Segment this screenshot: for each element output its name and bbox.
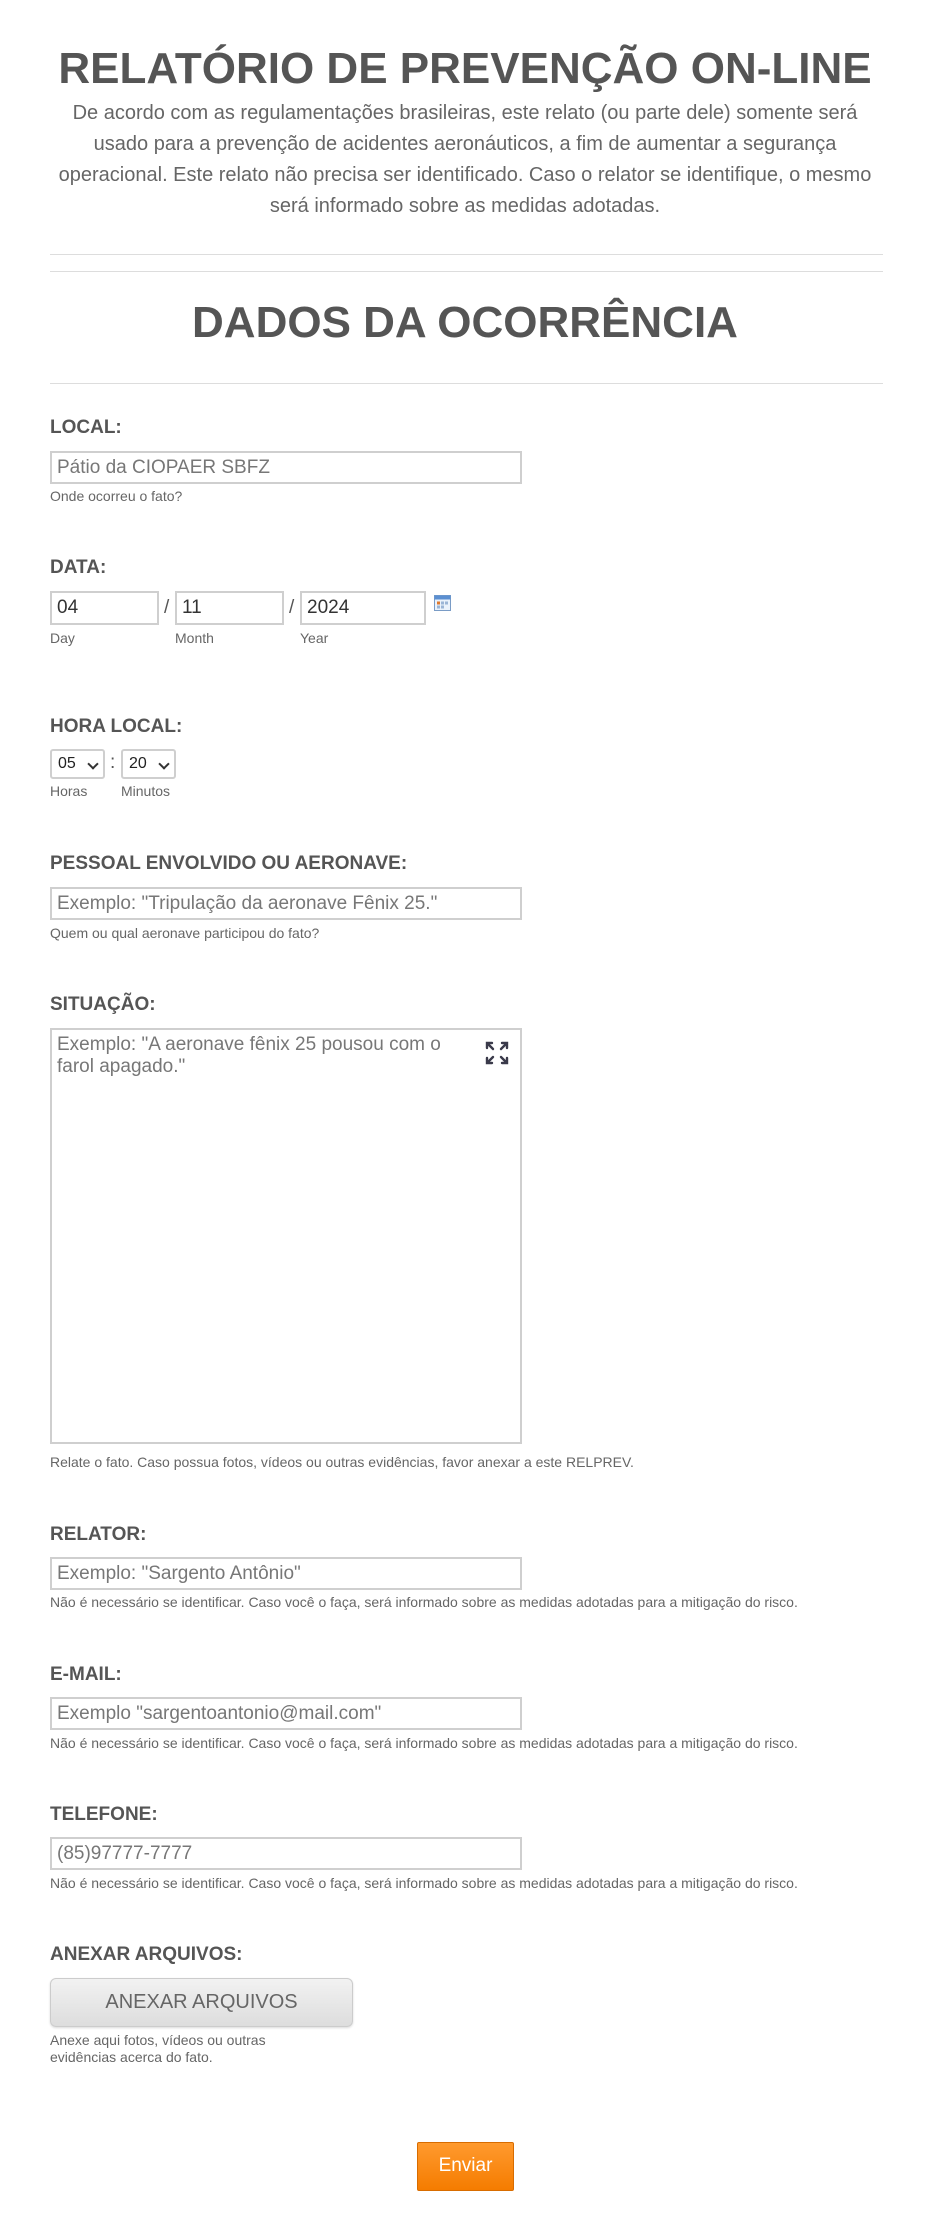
month-label: Month: [175, 630, 214, 646]
divider: [50, 271, 883, 272]
minutes-select[interactable]: [121, 749, 176, 779]
pessoal-input[interactable]: Exemplo: "Tripulação da aeronave Fênix 25.": [50, 887, 522, 920]
email-label: E-MAIL:: [50, 1664, 122, 1685]
hours-label: Horas: [50, 783, 88, 799]
date-separator: /: [164, 597, 170, 618]
date-separator: /: [289, 597, 295, 618]
chevron-down-icon: [87, 758, 98, 769]
day-input[interactable]: 04: [50, 591, 159, 625]
time-separator: :: [110, 752, 116, 773]
hours-select[interactable]: [50, 749, 105, 779]
calendar-icon[interactable]: [434, 594, 451, 616]
expand-icon[interactable]: [485, 1041, 509, 1070]
minutes-label: Minutos: [121, 783, 171, 799]
local-hint: Onde ocorreu o fato?: [50, 488, 183, 504]
hora-label: HORA LOCAL:: [50, 716, 183, 737]
page-subtitle: De acordo com as regulamentações brasileiras, este relato (ou parte dele) somente será usado para a prevenção de acidentes aeronáuticos, a fim de aumentar a segurança operacional. Este relato não precisa ser identificado. Caso o relator se identifique, o mesmo será informado sobre as medidas adotadas.: [58, 102, 872, 217]
anexar-label: ANEXAR ARQUIVOS:: [50, 1944, 243, 1965]
relator-label: RELATOR:: [50, 1524, 147, 1545]
submit-button[interactable]: Enviar: [417, 2142, 514, 2191]
situacao-textarea[interactable]: Exemplo: "A aeronave fênix 25 pousou com o farol apagado.": [50, 1028, 522, 1444]
telefone-input[interactable]: (85)97777-7777: [50, 1837, 522, 1870]
local-label: LOCAL:: [50, 417, 122, 438]
anexar-hint: Anexe aqui fotos, vídeos ou outras evidências acerca do fato.: [50, 2032, 266, 2065]
divider: [50, 383, 883, 384]
email-input[interactable]: Exemplo "sargentoantonio@mail.com": [50, 1697, 522, 1730]
chevron-down-icon: [158, 758, 169, 769]
local-input[interactable]: Pátio da CIOPAER SBFZ: [50, 451, 522, 484]
year-label: Year: [300, 630, 329, 646]
telefone-label: TELEFONE:: [50, 1804, 158, 1825]
email-hint: Não é necessário se identificar. Caso você o faça, será informado sobre as medidas adotadas para a mitigação do risco.: [50, 1735, 798, 1751]
pessoal-hint: Quem ou qual aeronave participou do fato?: [50, 925, 320, 941]
year-input[interactable]: 2024: [300, 591, 426, 625]
situacao-label: SITUAÇÃO:: [50, 994, 156, 1015]
situacao-hint: Relate o fato. Caso possua fotos, vídeos ou outras evidências, favor anexar a este RELPREV.: [50, 1454, 634, 1470]
data-label: DATA:: [50, 557, 107, 578]
upload-button[interactable]: ANEXAR ARQUIVOS: [50, 1978, 353, 2027]
telefone-hint: Não é necessário se identificar. Caso você o faça, será informado sobre as medidas adotadas para a mitigação do risco.: [50, 1875, 798, 1891]
hours-value: 05: [58, 755, 76, 772]
pessoal-label: PESSOAL ENVOLVIDO OU AERONAVE:: [50, 853, 408, 874]
section-title: DADOS DA OCORRÊNCIA: [192, 298, 738, 347]
relator-input[interactable]: Exemplo: "Sargento Antônio": [50, 1557, 522, 1590]
minutes-value: 20: [129, 755, 147, 772]
divider: [50, 254, 883, 255]
page-title: RELATÓRIO DE PREVENÇÃO ON-LINE: [58, 44, 872, 93]
month-input[interactable]: 11: [175, 591, 284, 625]
day-label: Day: [50, 630, 75, 646]
relator-hint: Não é necessário se identificar. Caso você o faça, será informado sobre as medidas adotadas para a mitigação do risco.: [50, 1594, 798, 1610]
